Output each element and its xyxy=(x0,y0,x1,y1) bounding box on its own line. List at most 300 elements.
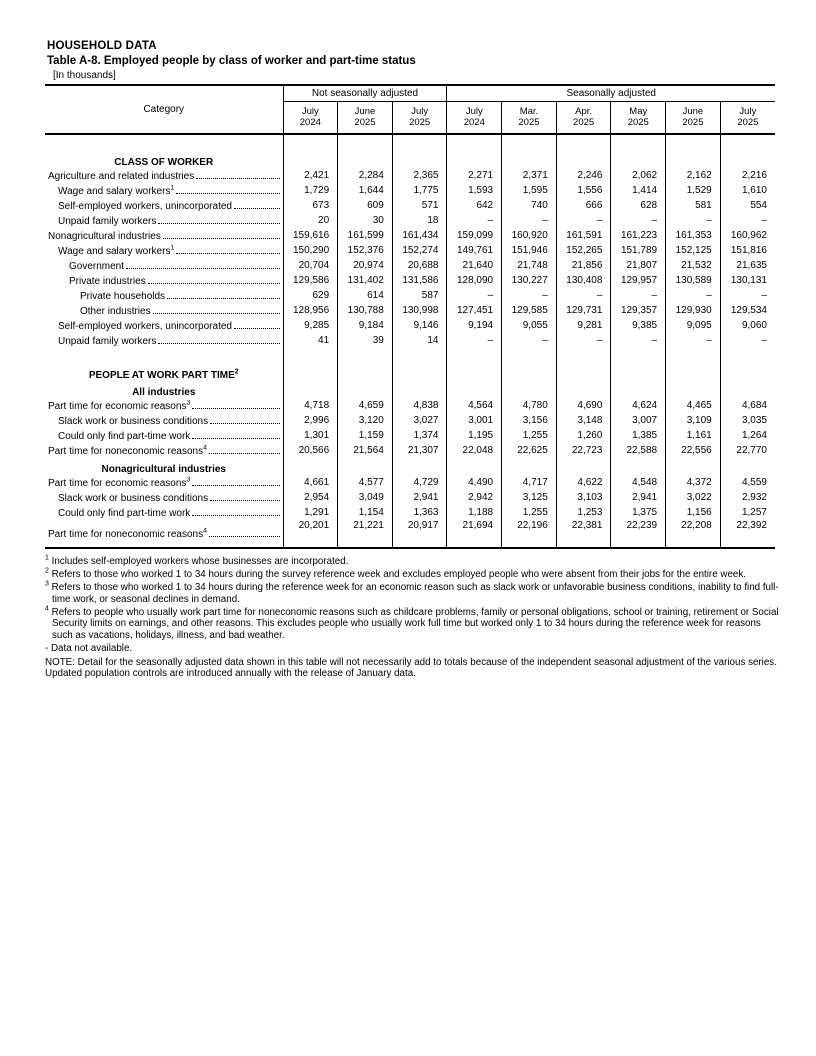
value-cell: 614 xyxy=(338,288,393,303)
value-cell: 151,789 xyxy=(611,243,666,258)
month-header xyxy=(338,102,393,135)
value-cell: 152,376 xyxy=(338,243,393,258)
empty-cell xyxy=(720,348,775,381)
empty-cell xyxy=(720,381,775,398)
category-cell xyxy=(45,213,283,228)
category-cell xyxy=(45,398,283,413)
value-cell: 3,120 xyxy=(338,413,393,428)
value-cell: 161,353 xyxy=(666,228,721,243)
value-cell: 2,246 xyxy=(556,168,611,183)
value-cell: 130,227 xyxy=(502,273,557,288)
value-cell: – xyxy=(556,213,611,228)
value-cell: 1,264 xyxy=(720,428,775,443)
month-label: May xyxy=(629,106,648,117)
value-cell: 22,723 xyxy=(556,443,611,458)
empty-cell xyxy=(283,348,338,381)
value-cell: 39 xyxy=(338,333,393,348)
value-cell: 1,385 xyxy=(611,428,666,443)
year-label: 2025 xyxy=(354,117,376,128)
month-header xyxy=(556,102,611,135)
value-cell: 1,159 xyxy=(338,428,393,443)
value-cell: 151,816 xyxy=(720,243,775,258)
value-cell: 131,586 xyxy=(392,273,447,288)
value-cell: 1,253 xyxy=(556,505,611,520)
empty-cell xyxy=(392,381,447,398)
data-table xyxy=(45,84,775,549)
table-row xyxy=(45,213,775,228)
value-cell: 3,001 xyxy=(447,413,502,428)
table-row xyxy=(45,333,775,348)
value-cell: 161,591 xyxy=(556,228,611,243)
row-label: Part time for noneconomic reasons$^4$ xyxy=(48,445,207,457)
value-cell: 20,704 xyxy=(283,258,338,273)
value-cell: 1,610 xyxy=(720,183,775,198)
row-label: Could only find part-time work xyxy=(58,508,191,519)
year-label: 2025 xyxy=(573,117,595,128)
value-cell: 9,285 xyxy=(283,318,338,333)
value-cell: 21,694 xyxy=(447,520,502,548)
empty-cell xyxy=(392,134,447,168)
value-cell: 9,095 xyxy=(666,318,721,333)
empty-cell xyxy=(611,134,666,168)
table-row xyxy=(45,303,775,318)
row-label: Other industries xyxy=(80,306,151,317)
empty-cell xyxy=(502,134,557,168)
value-cell: 161,434 xyxy=(392,228,447,243)
value-cell: 1,729 xyxy=(283,183,338,198)
row-label: Part time for economic reasons$^3$ xyxy=(48,400,191,412)
value-cell: 4,622 xyxy=(556,475,611,490)
footnote-marker: 3 xyxy=(186,477,191,484)
value-cell: 1,644 xyxy=(338,183,393,198)
value-cell: 129,586 xyxy=(283,273,338,288)
value-cell: 127,451 xyxy=(447,303,502,318)
empty-cell xyxy=(338,458,393,475)
category-cell xyxy=(45,168,283,183)
table-row xyxy=(45,243,775,258)
empty-cell xyxy=(338,348,393,381)
value-cell: 2,062 xyxy=(611,168,666,183)
row-label: Unpaid family workers xyxy=(58,216,157,227)
value-cell: 2,162 xyxy=(666,168,721,183)
value-cell: 3,148 xyxy=(556,413,611,428)
category-cell xyxy=(45,288,283,303)
value-cell: 130,131 xyxy=(720,273,775,288)
value-cell: 160,962 xyxy=(720,228,775,243)
value-cell: 628 xyxy=(611,198,666,213)
dot-leader xyxy=(167,298,279,299)
footnote-list xyxy=(45,556,782,642)
value-cell: – xyxy=(666,213,721,228)
dot-leader xyxy=(158,343,279,344)
value-cell: 2,421 xyxy=(283,168,338,183)
row-label: Slack work or business conditions xyxy=(58,493,209,504)
value-cell: 151,946 xyxy=(502,243,557,258)
value-cell: 20 xyxy=(283,213,338,228)
footnote: $^2$ Refers to those who worked 1 to 34 hours during the survey reference week and excludes employed people who were absent from their jobs for the entire week. xyxy=(45,567,746,581)
value-cell: 22,392 xyxy=(720,520,775,548)
value-cell: 4,684 xyxy=(720,398,775,413)
category-cell-inner xyxy=(45,275,283,288)
value-cell: – xyxy=(556,333,611,348)
value-cell: 3,125 xyxy=(502,490,557,505)
page-title: Table A-8. Employed people by class of worker and part-time status xyxy=(47,55,416,67)
year-label: 2025 xyxy=(518,117,540,128)
value-cell: 3,022 xyxy=(666,490,721,505)
value-cell: 4,564 xyxy=(447,398,502,413)
empty-cell xyxy=(666,348,721,381)
category-cell-inner xyxy=(45,477,283,490)
value-cell: 129,930 xyxy=(666,303,721,318)
footnotes-block xyxy=(45,556,782,680)
value-cell: 22,770 xyxy=(720,443,775,458)
category-cell xyxy=(45,198,283,213)
value-cell: 2,284 xyxy=(338,168,393,183)
empty-cell xyxy=(283,458,338,475)
value-cell: 1,363 xyxy=(392,505,447,520)
group-header-not-seasonally-adjusted: Not seasonally adjusted xyxy=(283,85,447,102)
value-cell: – xyxy=(611,288,666,303)
dash-note: - Data not available. xyxy=(45,643,133,655)
value-cell: 4,372 xyxy=(666,475,721,490)
value-cell: 4,465 xyxy=(666,398,721,413)
empty-cell xyxy=(283,134,338,168)
value-cell: 21,307 xyxy=(392,443,447,458)
value-cell: 2,365 xyxy=(392,168,447,183)
value-cell: 20,917 xyxy=(392,520,447,548)
value-cell: 4,661 xyxy=(283,475,338,490)
value-cell: – xyxy=(502,288,557,303)
dot-leader xyxy=(126,268,279,269)
table-body xyxy=(45,134,775,548)
value-cell: – xyxy=(447,213,502,228)
category-cell xyxy=(45,258,283,273)
empty-cell xyxy=(556,134,611,168)
category-cell-inner xyxy=(45,492,283,505)
value-cell: 3,049 xyxy=(338,490,393,505)
row-label: Wage and salary workers$^1$ xyxy=(58,245,175,257)
category-cell xyxy=(45,520,283,548)
table-row xyxy=(45,490,775,505)
value-cell: 149,761 xyxy=(447,243,502,258)
row-label: Private households xyxy=(80,291,166,302)
value-cell: 1,291 xyxy=(283,505,338,520)
dot-leader xyxy=(234,328,280,329)
month-header xyxy=(283,102,338,135)
section-label xyxy=(45,458,283,475)
value-cell: 3,007 xyxy=(611,413,666,428)
value-cell: 2,216 xyxy=(720,168,775,183)
month-header xyxy=(392,102,447,135)
value-cell: 587 xyxy=(392,288,447,303)
value-cell: 1,301 xyxy=(283,428,338,443)
dot-leader xyxy=(176,253,279,254)
dot-leader xyxy=(192,438,279,439)
value-cell: 130,408 xyxy=(556,273,611,288)
value-cell: 20,688 xyxy=(392,258,447,273)
value-cell: 14 xyxy=(392,333,447,348)
row-label: Private industries xyxy=(69,276,146,287)
value-cell: 2,271 xyxy=(447,168,502,183)
value-cell: 1,529 xyxy=(666,183,721,198)
dot-leader xyxy=(209,453,280,454)
value-cell: 1,260 xyxy=(556,428,611,443)
category-cell-inner xyxy=(45,335,283,348)
value-cell: 21,640 xyxy=(447,258,502,273)
empty-cell xyxy=(392,348,447,381)
section-label-text: PEOPLE AT WORK PART TIME$^2$ xyxy=(88,368,239,381)
value-cell: 1,255 xyxy=(502,505,557,520)
dot-leader xyxy=(196,178,279,179)
section-row xyxy=(45,134,775,168)
value-cell: 4,559 xyxy=(720,475,775,490)
value-cell: 1,154 xyxy=(338,505,393,520)
category-cell-inner xyxy=(45,400,283,413)
value-cell: 21,564 xyxy=(338,443,393,458)
row-label: Wage and salary workers$^1$ xyxy=(58,185,175,197)
value-cell: – xyxy=(447,333,502,348)
year-label: 2025 xyxy=(627,117,649,128)
value-cell: 1,195 xyxy=(447,428,502,443)
section-label-text: CLASS OF WORKER xyxy=(114,157,214,168)
year-label: 2025 xyxy=(737,117,759,128)
month-label: July xyxy=(411,106,429,117)
value-cell: 129,957 xyxy=(611,273,666,288)
category-cell-inner xyxy=(45,185,283,198)
table-row xyxy=(45,318,775,333)
row-label: Part time for noneconomic reasons$^4$ xyxy=(48,528,207,540)
value-cell: – xyxy=(720,288,775,303)
empty-cell xyxy=(447,134,502,168)
year-label: 2025 xyxy=(682,117,704,128)
table-row xyxy=(45,428,775,443)
table-note: NOTE: Detail for the seasonally adjusted data shown in this table will not necessarily add to totals because of the independent seasonal adjustment of the various series. Updated population controls are introduced annually with the release of January data. xyxy=(45,656,777,680)
value-cell: 1,595 xyxy=(502,183,557,198)
empty-cell xyxy=(502,381,557,398)
value-cell: 30 xyxy=(338,213,393,228)
footnote-marker: 3 xyxy=(45,580,49,588)
value-cell: 554 xyxy=(720,198,775,213)
value-cell: 3,035 xyxy=(720,413,775,428)
empty-cell xyxy=(666,381,721,398)
table-row xyxy=(45,258,775,273)
month-header xyxy=(447,102,502,135)
year-label: 2025 xyxy=(409,117,431,128)
value-cell: 4,718 xyxy=(283,398,338,413)
empty-cell xyxy=(556,381,611,398)
table-row xyxy=(45,520,775,548)
value-cell: 4,729 xyxy=(392,475,447,490)
value-cell: 22,048 xyxy=(447,443,502,458)
section-row xyxy=(45,381,775,398)
value-cell: 666 xyxy=(556,198,611,213)
empty-cell xyxy=(447,458,502,475)
category-cell xyxy=(45,333,283,348)
empty-cell xyxy=(338,381,393,398)
table-row xyxy=(45,505,775,520)
value-cell: 2,954 xyxy=(283,490,338,505)
value-cell: 9,385 xyxy=(611,318,666,333)
value-cell: 1,775 xyxy=(392,183,447,198)
footnote: $^1$ Includes self-employed workers whose businesses are incorporated. xyxy=(45,554,349,567)
footnote-marker: 2 xyxy=(234,368,239,376)
row-label: Self-employed workers, unincorporated xyxy=(58,321,232,332)
value-cell: 2,932 xyxy=(720,490,775,505)
value-cell: 2,941 xyxy=(392,490,447,505)
footnote-marker: 2 xyxy=(45,567,49,575)
value-cell: – xyxy=(556,288,611,303)
month-label: June xyxy=(354,106,376,117)
footnote-marker: 1 xyxy=(170,245,175,252)
value-cell: 2,996 xyxy=(283,413,338,428)
category-cell-inner xyxy=(45,215,283,228)
value-cell: 22,239 xyxy=(611,520,666,548)
table-row xyxy=(45,398,775,413)
category-cell xyxy=(45,303,283,318)
month-label: Mar. xyxy=(519,106,539,117)
month-label: July xyxy=(465,106,483,117)
dot-leader xyxy=(210,423,279,424)
value-cell: 9,194 xyxy=(447,318,502,333)
empty-cell xyxy=(556,348,611,381)
value-cell: 150,290 xyxy=(283,243,338,258)
month-header xyxy=(611,102,666,135)
value-cell: 642 xyxy=(447,198,502,213)
value-cell: – xyxy=(666,333,721,348)
row-label: Nonagricultural industries xyxy=(48,231,161,242)
value-cell: 609 xyxy=(338,198,393,213)
value-cell: – xyxy=(447,288,502,303)
value-cell: 2,371 xyxy=(502,168,557,183)
category-cell xyxy=(45,505,283,520)
value-cell: – xyxy=(611,333,666,348)
value-cell: – xyxy=(666,288,721,303)
dot-leader xyxy=(163,238,280,239)
section-row xyxy=(45,348,775,381)
category-cell xyxy=(45,443,283,458)
empty-cell xyxy=(392,458,447,475)
empty-cell xyxy=(502,458,557,475)
row-label: Could only find part-time work xyxy=(58,431,191,442)
value-cell: 1,188 xyxy=(447,505,502,520)
value-cell: 22,208 xyxy=(666,520,721,548)
value-cell: 1,556 xyxy=(556,183,611,198)
month-label: Apr. xyxy=(575,106,593,117)
row-label: Agriculture and related industries xyxy=(48,171,195,182)
section-label xyxy=(45,348,283,381)
value-cell: 20,201 xyxy=(283,520,338,548)
value-cell: 1,255 xyxy=(502,428,557,443)
month-label: July xyxy=(301,106,319,117)
value-cell: 41 xyxy=(283,333,338,348)
dot-leader xyxy=(158,223,279,224)
category-cell xyxy=(45,273,283,288)
value-cell: 3,109 xyxy=(666,413,721,428)
value-cell: 22,556 xyxy=(666,443,721,458)
value-cell: 2,942 xyxy=(447,490,502,505)
table-head xyxy=(45,85,775,134)
value-cell: 21,221 xyxy=(338,520,393,548)
section-row xyxy=(45,458,775,475)
footnote-marker: 4 xyxy=(45,605,49,613)
value-cell: 9,060 xyxy=(720,318,775,333)
category-cell-inner xyxy=(45,200,283,213)
value-cell: 4,490 xyxy=(447,475,502,490)
value-cell: 571 xyxy=(392,198,447,213)
row-label: Government xyxy=(69,261,125,272)
footnote-marker: 4 xyxy=(203,445,207,452)
value-cell: 9,184 xyxy=(338,318,393,333)
value-cell: 1,375 xyxy=(611,505,666,520)
table-row xyxy=(45,273,775,288)
category-cell-inner xyxy=(45,305,283,318)
units-note: [In thousands] xyxy=(53,70,116,81)
year-label: 2024 xyxy=(463,117,485,128)
value-cell: 4,780 xyxy=(502,398,557,413)
empty-cell xyxy=(338,134,393,168)
section-label xyxy=(45,134,283,168)
row-label: Unpaid family workers xyxy=(58,336,157,347)
dot-leader xyxy=(209,536,280,537)
category-cell xyxy=(45,183,283,198)
value-cell: 9,146 xyxy=(392,318,447,333)
value-cell: 129,731 xyxy=(556,303,611,318)
value-cell: 21,807 xyxy=(611,258,666,273)
value-cell: 740 xyxy=(502,198,557,213)
value-cell: 2,941 xyxy=(611,490,666,505)
month-header xyxy=(502,102,557,135)
month-header xyxy=(666,102,721,135)
footnote-marker: 1 xyxy=(170,185,175,192)
dot-leader xyxy=(192,485,279,486)
value-cell: – xyxy=(502,333,557,348)
table-row xyxy=(45,413,775,428)
value-cell: 18 xyxy=(392,213,447,228)
value-cell: 159,616 xyxy=(283,228,338,243)
section-kicker: HOUSEHOLD DATA xyxy=(47,40,157,52)
footnote: $^4$ Refers to people who usually work part time for noneconomic reasons such as childcare problems, family or personal obligations, school or training, retirement or Social Security limits on earnings, and other reasons. This excludes people who usually work full time but worked only 1 to 34 hours during the reference week for reasons such as vacations, holidays, illness, and bad weather. xyxy=(45,605,779,642)
value-cell: 129,357 xyxy=(611,303,666,318)
value-cell: 4,659 xyxy=(338,398,393,413)
value-cell: 152,125 xyxy=(666,243,721,258)
value-cell: 1,156 xyxy=(666,505,721,520)
value-cell: 1,593 xyxy=(447,183,502,198)
empty-cell xyxy=(447,381,502,398)
value-cell: 4,690 xyxy=(556,398,611,413)
category-cell-inner xyxy=(45,230,283,243)
value-cell: 21,748 xyxy=(502,258,557,273)
category-cell-inner xyxy=(45,245,283,258)
value-cell: 4,717 xyxy=(502,475,557,490)
value-cell: 20,974 xyxy=(338,258,393,273)
section-label-text: All industries xyxy=(132,387,196,398)
dot-leader xyxy=(148,283,280,284)
category-cell xyxy=(45,413,283,428)
value-cell: 128,090 xyxy=(447,273,502,288)
section-label xyxy=(45,381,283,398)
value-cell: 152,265 xyxy=(556,243,611,258)
empty-cell xyxy=(720,458,775,475)
category-cell-inner xyxy=(45,415,283,428)
value-cell: 1,257 xyxy=(720,505,775,520)
month-label: July xyxy=(739,106,757,117)
value-cell: – xyxy=(720,333,775,348)
dot-leader xyxy=(234,208,280,209)
category-cell-inner xyxy=(45,170,283,183)
table-row xyxy=(45,183,775,198)
category-cell xyxy=(45,428,283,443)
value-cell: 160,920 xyxy=(502,228,557,243)
